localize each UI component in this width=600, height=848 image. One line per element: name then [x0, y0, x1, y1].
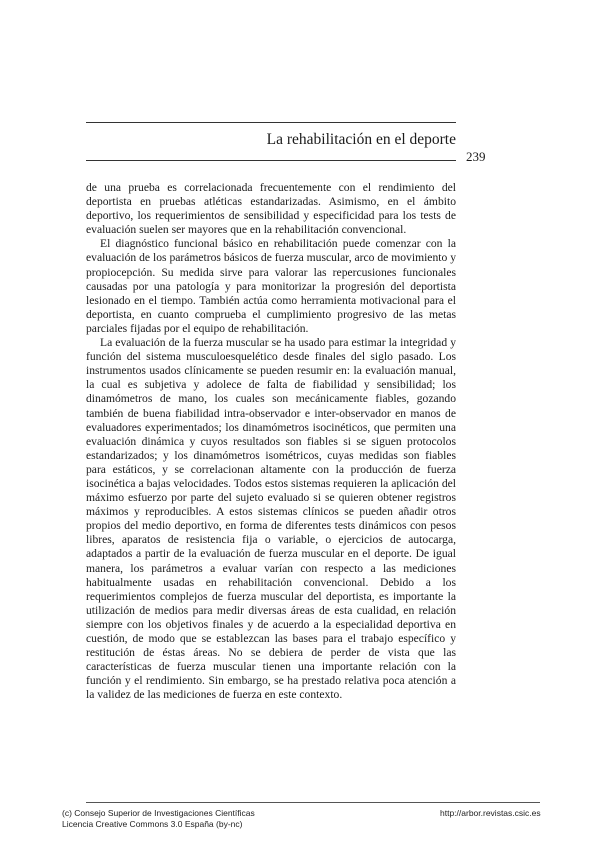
footer-rule	[86, 802, 540, 803]
footer-url[interactable]: http://arbor.revistas.csic.es	[440, 808, 541, 818]
page-number: 239	[466, 149, 486, 164]
paragraph-1: de una prueba es correlacionada frecuentemente con el rendimiento del deportista en pruebas atléticas estandarizadas. Asimismo, en el ámbito deportivo, los requerimientos de sensibilidad y especificidad para los tests de evaluación suelen ser mayores que en la rehabilitación convencional.	[86, 181, 456, 237]
paragraph-3: La evaluación de la fuerza muscular se ha usado para estimar la integridad y función del sistema musculoesquelético desde finales del siglo pasado. Los instrumentos usados clínicamente se pueden resumir en: la evaluación manual, la cual es subjetiva y adolece de falta de fiabilidad y sensibilidad; los dinamómetros de mano, los cuales son mecánicamente fiables, gozando también de buena fiabilidad intra-observador e inter-observador en manos de evaluadores experimentados; los dinamómetros isocinéticos, que permiten una evaluación dinámica y cuyos resultados son fiables si se siguen protocolos estandarizados; y los dinamómetros isométricos, cuyas medidas son fiables para estáticos, y se correlacionan altamente con la producción de fuerza isocinética a bajas velocidades. Todos estos sistemas requieren la aplicación del máximo esfuerzo por parte del sujeto evaluado si se quieren obtener registros máximos y reproducibles. A estos sistemas clínicos se pueden añadir otros propios del medio deportivo, en forma de diferentes tests dinámicos con pesos libres, aparatos de resistencia fija o variable, o ejercicios de autocarga, adaptados a partir de la evaluación de fuerza muscular en el deporte. De igual manera, los parámetros a evaluar varían con respecto a las mediciones habitualmente usadas en rehabilitación convencional. Debido a los requerimientos complejos de fuerza muscular del deportista, es importante la utilización de medios para medir diversas áreas de esta cualidad, en relación siempre con los objetivos finales y de acuerdo a la especialidad deportiva en cuestión, de modo que se establezcan las bases para el trabajo específico y restitución de éstas áreas. No se debiera de perder de vista que las características de fuerza muscular tienen una importante relación con la función y el rendimiento. Sin embargo, se ha prestado relativa poca atención a la validez de las mediciones de fuerza en este contexto.	[86, 336, 456, 702]
running-title: La rehabilitación en el deporte	[266, 131, 456, 148]
body-text	[86, 181, 456, 702]
header-rule	[86, 160, 456, 161]
paragraph-2: El diagnóstico funcional básico en rehabilitación puede comenzar con la evaluación de los parámetros básicos de fuerza muscular, arco de movimiento y propiocepción. Su medida sirve para valorar las repercusiones funcionales causadas por una patología y para monitorizar la progresión del deportista lesionado en el tiempo. También actúa como herramienta motivacional para el deportista, en cuanto comprueba el cumplimiento progresivo de las metas parciales fijadas por el equipo de rehabilitación.	[86, 237, 456, 335]
footer-license-line-2: Licencia Creative Commons 3.0 España (by-nc)	[62, 819, 243, 829]
footer-license	[62, 808, 255, 830]
top-rule	[86, 122, 456, 123]
footer-license-line-1: (c) Consejo Superior de Investigaciones Científicas	[62, 808, 255, 818]
